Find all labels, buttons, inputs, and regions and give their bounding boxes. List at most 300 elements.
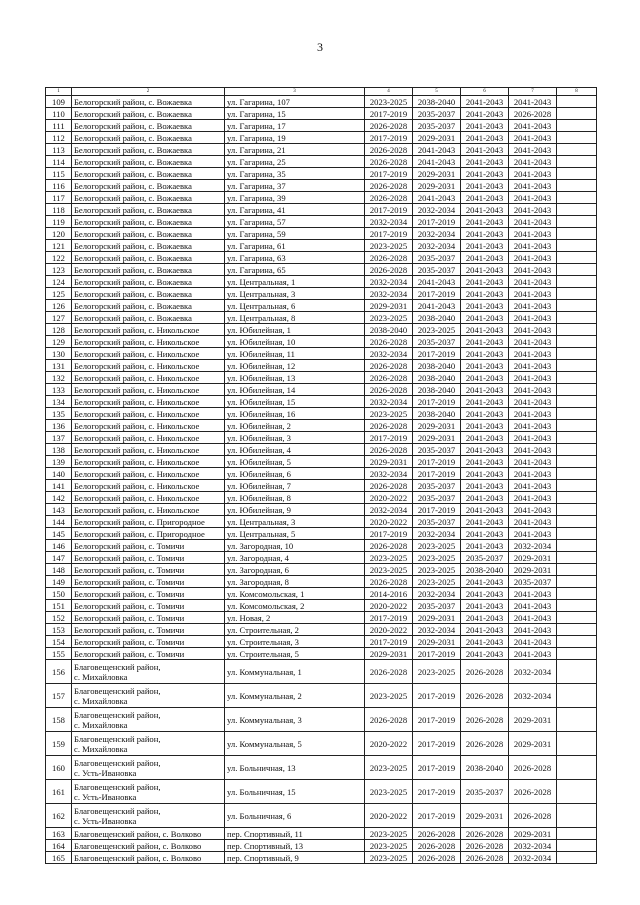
row-number-cell: 120	[46, 228, 72, 240]
table-row	[46, 432, 597, 444]
period-cell: 2023-2025	[365, 780, 413, 804]
row-number-cell: 150	[46, 588, 72, 600]
period-cell: 2026-2028	[365, 360, 413, 372]
address-cell: ул. Больничная, 13	[225, 756, 365, 780]
period-cell: 2041-2043	[461, 624, 509, 636]
address-cell: ул. Гагарина, 61	[225, 240, 365, 252]
period-cell: 2017-2019	[365, 636, 413, 648]
period-cell: 2041-2043	[461, 456, 509, 468]
period-cell: 2017-2019	[365, 432, 413, 444]
address-cell: ул. Гагарина, 19	[225, 132, 365, 144]
row-number-cell: 152	[46, 612, 72, 624]
period-cell: 2041-2043	[461, 480, 509, 492]
locality-cell	[72, 732, 225, 756]
period-cell: 2029-2031	[413, 636, 461, 648]
period-cell: 2026-2028	[461, 684, 509, 708]
period-cell: 2035-2037	[413, 336, 461, 348]
locality-cell: Белогорский район, с. Никольское	[72, 408, 225, 420]
period-cell: 2026-2028	[461, 660, 509, 684]
empty-cell	[557, 468, 597, 480]
table-row	[46, 576, 597, 588]
empty-cell	[557, 408, 597, 420]
period-cell: 2041-2043	[509, 216, 557, 228]
empty-cell	[557, 180, 597, 192]
period-cell: 2017-2019	[413, 468, 461, 480]
address-cell: ул. Загородная, 8	[225, 576, 365, 588]
period-cell: 2041-2043	[461, 468, 509, 480]
period-cell: 2041-2043	[413, 156, 461, 168]
empty-cell	[557, 756, 597, 780]
empty-cell	[557, 192, 597, 204]
table-row	[46, 588, 597, 600]
address-cell: ул. Гагарина, 35	[225, 168, 365, 180]
period-cell: 2041-2043	[461, 420, 509, 432]
row-number-cell: 121	[46, 240, 72, 252]
locality-cell: Белогорский район, с. Никольское	[72, 492, 225, 504]
period-cell: 2041-2043	[413, 276, 461, 288]
period-cell: 2041-2043	[461, 588, 509, 600]
table-row	[46, 684, 597, 708]
period-cell: 2026-2028	[365, 156, 413, 168]
empty-cell	[557, 324, 597, 336]
row-number-cell: 155	[46, 648, 72, 660]
locality-cell: Белогорский район, с. Вожаевка	[72, 96, 225, 108]
period-cell: 2017-2019	[365, 168, 413, 180]
address-cell: ул. Гагарина, 65	[225, 264, 365, 276]
period-cell: 2026-2028	[365, 144, 413, 156]
empty-cell	[557, 276, 597, 288]
table-row	[46, 120, 597, 132]
address-cell: ул. Коммунальная, 2	[225, 684, 365, 708]
empty-cell	[557, 492, 597, 504]
empty-cell	[557, 648, 597, 660]
row-number-cell: 161	[46, 780, 72, 804]
table-row	[46, 300, 597, 312]
address-cell: пер. Спортивный, 9	[225, 852, 365, 864]
row-number-cell: 162	[46, 804, 72, 828]
period-cell: 2035-2037	[461, 552, 509, 564]
locality-line-1: Благовещенский район,	[74, 709, 161, 720]
period-cell: 2035-2037	[413, 492, 461, 504]
period-cell: 2017-2019	[365, 204, 413, 216]
period-cell: 2026-2028	[365, 660, 413, 684]
table-row	[46, 468, 597, 480]
row-number-cell: 129	[46, 336, 72, 348]
period-cell: 2023-2025	[413, 576, 461, 588]
row-number-cell: 132	[46, 372, 72, 384]
period-cell: 2041-2043	[461, 228, 509, 240]
period-cell: 2017-2019	[365, 228, 413, 240]
table-row	[46, 288, 597, 300]
period-cell: 2041-2043	[509, 492, 557, 504]
period-cell: 2041-2043	[461, 432, 509, 444]
empty-cell	[557, 600, 597, 612]
address-cell: ул. Юбилейная, 12	[225, 360, 365, 372]
period-cell: 2023-2025	[413, 540, 461, 552]
period-cell: 2041-2043	[509, 468, 557, 480]
locality-cell: Белогорский район, с. Вожаевка	[72, 108, 225, 120]
period-cell: 2017-2019	[413, 288, 461, 300]
period-cell: 2041-2043	[461, 492, 509, 504]
period-cell: 2041-2043	[509, 420, 557, 432]
period-cell: 2041-2043	[509, 132, 557, 144]
period-cell: 2032-2034	[365, 468, 413, 480]
period-cell: 2041-2043	[461, 516, 509, 528]
row-number-cell: 119	[46, 216, 72, 228]
period-cell: 2026-2028	[365, 336, 413, 348]
row-number-cell: 134	[46, 396, 72, 408]
row-number-cell: 116	[46, 180, 72, 192]
period-cell: 2017-2019	[413, 708, 461, 732]
period-cell: 2026-2028	[509, 804, 557, 828]
period-cell: 2041-2043	[509, 384, 557, 396]
table-row	[46, 612, 597, 624]
empty-cell	[557, 144, 597, 156]
row-number-cell: 118	[46, 204, 72, 216]
period-cell: 2041-2043	[461, 300, 509, 312]
row-number-cell: 117	[46, 192, 72, 204]
locality-line-1: Благовещенский район,	[74, 781, 161, 792]
locality-line-2: с. Михайловка	[74, 743, 128, 754]
empty-cell	[557, 684, 597, 708]
period-cell: 2041-2043	[461, 264, 509, 276]
period-cell: 2041-2043	[461, 108, 509, 120]
locality-cell: Белогорский район, с. Вожаевка	[72, 312, 225, 324]
empty-cell	[557, 108, 597, 120]
row-number-cell: 139	[46, 456, 72, 468]
table-row	[46, 144, 597, 156]
address-cell: ул. Юбилейная, 6	[225, 468, 365, 480]
locality-cell: Благовещенский район, с. Волково	[72, 840, 225, 852]
empty-cell	[557, 384, 597, 396]
empty-cell	[557, 828, 597, 840]
period-cell: 2041-2043	[413, 192, 461, 204]
address-cell: ул. Юбилейная, 7	[225, 480, 365, 492]
table-row	[46, 156, 597, 168]
address-cell: ул. Юбилейная, 11	[225, 348, 365, 360]
period-cell: 2041-2043	[461, 156, 509, 168]
locality-cell: Белогорский район, с. Никольское	[72, 468, 225, 480]
period-cell: 2041-2043	[509, 168, 557, 180]
locality-cell: Белогорский район, с. Томичи	[72, 576, 225, 588]
row-number-cell: 123	[46, 264, 72, 276]
period-cell: 2041-2043	[461, 216, 509, 228]
period-cell: 2032-2034	[509, 852, 557, 864]
locality-cell: Белогорский район, с. Никольское	[72, 336, 225, 348]
period-cell: 2041-2043	[509, 504, 557, 516]
table-row	[46, 756, 597, 780]
table-row	[46, 840, 597, 852]
empty-cell	[557, 420, 597, 432]
period-cell: 2041-2043	[461, 312, 509, 324]
period-cell: 2026-2028	[365, 180, 413, 192]
header-cell: 1	[46, 88, 72, 96]
row-number-cell: 110	[46, 108, 72, 120]
address-cell: ул. Юбилейная, 15	[225, 396, 365, 408]
locality-cell: Белогорский район, с. Вожаевка	[72, 120, 225, 132]
period-cell: 2041-2043	[461, 540, 509, 552]
table-row	[46, 228, 597, 240]
row-number-cell: 130	[46, 348, 72, 360]
table-row	[46, 372, 597, 384]
empty-cell	[557, 168, 597, 180]
period-cell: 2023-2025	[365, 684, 413, 708]
period-cell: 2035-2037	[413, 264, 461, 276]
period-cell: 2041-2043	[461, 408, 509, 420]
period-cell: 2038-2040	[365, 324, 413, 336]
period-cell: 2041-2043	[509, 528, 557, 540]
period-cell: 2017-2019	[413, 216, 461, 228]
period-cell: 2041-2043	[461, 96, 509, 108]
address-cell: ул. Центральная, 1	[225, 276, 365, 288]
address-cell: ул. Гагарина, 63	[225, 252, 365, 264]
locality-cell: Белогорский район, с. Вожаевка	[72, 156, 225, 168]
period-cell: 2017-2019	[413, 648, 461, 660]
header-cell: 5	[413, 88, 461, 96]
table-row	[46, 348, 597, 360]
table-row	[46, 216, 597, 228]
period-cell: 2017-2019	[365, 132, 413, 144]
empty-cell	[557, 576, 597, 588]
period-cell: 2041-2043	[509, 144, 557, 156]
period-cell: 2041-2043	[461, 612, 509, 624]
table-row	[46, 336, 597, 348]
empty-cell	[557, 804, 597, 828]
period-cell: 2029-2031	[509, 828, 557, 840]
address-cell: ул. Коммунальная, 1	[225, 660, 365, 684]
period-cell: 2026-2028	[461, 840, 509, 852]
table-row	[46, 780, 597, 804]
empty-cell	[557, 360, 597, 372]
row-number-cell: 157	[46, 684, 72, 708]
period-cell: 2029-2031	[509, 552, 557, 564]
empty-cell	[557, 660, 597, 684]
address-cell: ул. Строительная, 2	[225, 624, 365, 636]
period-cell: 2026-2028	[509, 108, 557, 120]
locality-cell: Белогорский район, с. Пригородное	[72, 516, 225, 528]
period-cell: 2041-2043	[509, 456, 557, 468]
locality-cell	[72, 756, 225, 780]
period-cell: 2041-2043	[461, 372, 509, 384]
locality-cell: Белогорский район, с. Томичи	[72, 588, 225, 600]
period-cell: 2032-2034	[365, 504, 413, 516]
period-cell: 2041-2043	[509, 120, 557, 132]
empty-cell	[557, 636, 597, 648]
table-row	[46, 600, 597, 612]
locality-cell	[72, 804, 225, 828]
period-cell: 2041-2043	[461, 324, 509, 336]
period-cell: 2035-2037	[413, 252, 461, 264]
period-cell: 2023-2025	[365, 240, 413, 252]
locality-line-1: Благовещенский район,	[74, 757, 161, 768]
locality-cell: Белогорский район, с. Никольское	[72, 420, 225, 432]
table-row	[46, 504, 597, 516]
row-number-cell: 154	[46, 636, 72, 648]
locality-cell: Белогорский район, с. Никольское	[72, 360, 225, 372]
row-number-cell: 136	[46, 420, 72, 432]
address-cell: ул. Гагарина, 107	[225, 96, 365, 108]
locality-cell: Белогорский район, с. Пригородное	[72, 528, 225, 540]
period-cell: 2041-2043	[509, 348, 557, 360]
period-cell: 2029-2031	[365, 456, 413, 468]
table-row	[46, 96, 597, 108]
row-number-cell: 109	[46, 96, 72, 108]
period-cell: 2029-2031	[413, 180, 461, 192]
locality-line-1: Благовещенский район,	[74, 805, 161, 816]
locality-line-1: Благовещенский район,	[74, 661, 161, 672]
locality-cell: Белогорский район, с. Никольское	[72, 504, 225, 516]
period-cell: 2026-2028	[365, 420, 413, 432]
period-cell: 2041-2043	[509, 408, 557, 420]
period-cell: 2041-2043	[461, 336, 509, 348]
address-cell: ул. Центральная, 6	[225, 300, 365, 312]
locality-cell: Белогорский район, с. Никольское	[72, 372, 225, 384]
locality-line-2: с. Михайловка	[74, 719, 128, 730]
period-cell: 2029-2031	[509, 564, 557, 576]
locality-cell: Белогорский район, с. Томичи	[72, 624, 225, 636]
locality-cell: Благовещенский район, с. Волково	[72, 828, 225, 840]
empty-cell	[557, 216, 597, 228]
period-cell: 2035-2037	[509, 576, 557, 588]
address-cell: ул. Строительная, 3	[225, 636, 365, 648]
locality-cell: Белогорский район, с. Вожаевка	[72, 216, 225, 228]
period-cell: 2029-2031	[365, 300, 413, 312]
locality-line-2: с. Михайловка	[74, 695, 128, 706]
row-number-cell: 143	[46, 504, 72, 516]
period-cell: 2041-2043	[509, 516, 557, 528]
row-number-cell: 164	[46, 840, 72, 852]
period-cell: 2041-2043	[509, 96, 557, 108]
period-cell: 2032-2034	[365, 288, 413, 300]
period-cell: 2041-2043	[509, 624, 557, 636]
period-cell: 2017-2019	[413, 804, 461, 828]
period-cell: 2026-2028	[461, 732, 509, 756]
locality-cell: Белогорский район, с. Вожаевка	[72, 180, 225, 192]
table-row	[46, 708, 597, 732]
period-cell: 2032-2034	[365, 216, 413, 228]
period-cell: 2032-2034	[509, 660, 557, 684]
period-cell: 2041-2043	[509, 240, 557, 252]
address-cell: ул. Гагарина, 21	[225, 144, 365, 156]
table-row	[46, 312, 597, 324]
table-row	[46, 516, 597, 528]
table-row	[46, 804, 597, 828]
empty-cell	[557, 528, 597, 540]
empty-cell	[557, 252, 597, 264]
empty-cell	[557, 840, 597, 852]
locality-cell: Белогорский район, с. Вожаевка	[72, 192, 225, 204]
period-cell: 2041-2043	[509, 156, 557, 168]
row-number-cell: 126	[46, 300, 72, 312]
table-row	[46, 636, 597, 648]
empty-cell	[557, 264, 597, 276]
address-cell: ул. Юбилейная, 13	[225, 372, 365, 384]
period-cell: 2026-2028	[509, 780, 557, 804]
locality-cell: Белогорский район, с. Томичи	[72, 636, 225, 648]
period-cell: 2041-2043	[461, 288, 509, 300]
period-cell: 2029-2031	[509, 708, 557, 732]
empty-cell	[557, 300, 597, 312]
period-cell: 2032-2034	[413, 588, 461, 600]
address-cell: ул. Гагарина, 41	[225, 204, 365, 216]
period-cell: 2029-2031	[413, 420, 461, 432]
locality-cell: Белогорский район, с. Томичи	[72, 540, 225, 552]
period-cell: 2023-2025	[365, 312, 413, 324]
row-number-cell: 147	[46, 552, 72, 564]
table-row	[46, 624, 597, 636]
empty-cell	[557, 336, 597, 348]
period-cell: 2041-2043	[413, 144, 461, 156]
row-number-cell: 111	[46, 120, 72, 132]
period-cell: 2038-2040	[413, 96, 461, 108]
period-cell: 2023-2025	[413, 660, 461, 684]
locality-cell: Белогорский район, с. Никольское	[72, 480, 225, 492]
locality-cell: Белогорский район, с. Вожаевка	[72, 276, 225, 288]
locality-cell	[72, 780, 225, 804]
address-cell: ул. Юбилейная, 16	[225, 408, 365, 420]
period-cell: 2026-2028	[365, 576, 413, 588]
row-number-cell: 148	[46, 564, 72, 576]
period-cell: 2029-2031	[413, 132, 461, 144]
table-row	[46, 420, 597, 432]
period-cell: 2032-2034	[365, 276, 413, 288]
locality-cell	[72, 684, 225, 708]
table-row	[46, 360, 597, 372]
period-cell: 2038-2040	[461, 564, 509, 576]
row-number-cell: 146	[46, 540, 72, 552]
period-cell: 2026-2028	[413, 840, 461, 852]
period-cell: 2038-2040	[413, 372, 461, 384]
period-cell: 2035-2037	[413, 480, 461, 492]
row-number-cell: 151	[46, 600, 72, 612]
table-row	[46, 384, 597, 396]
row-number-cell: 125	[46, 288, 72, 300]
table-row	[46, 264, 597, 276]
period-cell: 2041-2043	[509, 264, 557, 276]
address-cell: ул. Коммунальная, 3	[225, 708, 365, 732]
table-row	[46, 180, 597, 192]
row-number-cell: 159	[46, 732, 72, 756]
locality-cell: Белогорский район, с. Никольское	[72, 432, 225, 444]
locality-cell: Белогорский район, с. Томичи	[72, 612, 225, 624]
period-cell: 2014-2016	[365, 588, 413, 600]
period-cell: 2017-2019	[365, 528, 413, 540]
table-row	[46, 408, 597, 420]
address-cell: ул. Юбилейная, 3	[225, 432, 365, 444]
address-cell: ул. Загородная, 6	[225, 564, 365, 576]
period-cell: 2041-2043	[509, 192, 557, 204]
period-cell: 2023-2025	[365, 552, 413, 564]
address-cell: ул. Загородная, 4	[225, 552, 365, 564]
period-cell: 2038-2040	[461, 756, 509, 780]
period-cell: 2035-2037	[413, 120, 461, 132]
period-cell: 2041-2043	[461, 648, 509, 660]
locality-line-2: с. Усть-Ивановка	[74, 791, 137, 802]
row-number-cell: 142	[46, 492, 72, 504]
period-cell: 2020-2022	[365, 804, 413, 828]
table-row	[46, 204, 597, 216]
row-number-cell: 145	[46, 528, 72, 540]
period-cell: 2032-2034	[365, 396, 413, 408]
period-cell: 2041-2043	[509, 600, 557, 612]
address-cell: ул. Центральная, 5	[225, 528, 365, 540]
address-cell: ул. Гагарина, 57	[225, 216, 365, 228]
row-number-cell: 112	[46, 132, 72, 144]
header-cell: 3	[225, 88, 365, 96]
address-cell: ул. Юбилейная, 5	[225, 456, 365, 468]
table-row	[46, 492, 597, 504]
period-cell: 2041-2043	[509, 252, 557, 264]
